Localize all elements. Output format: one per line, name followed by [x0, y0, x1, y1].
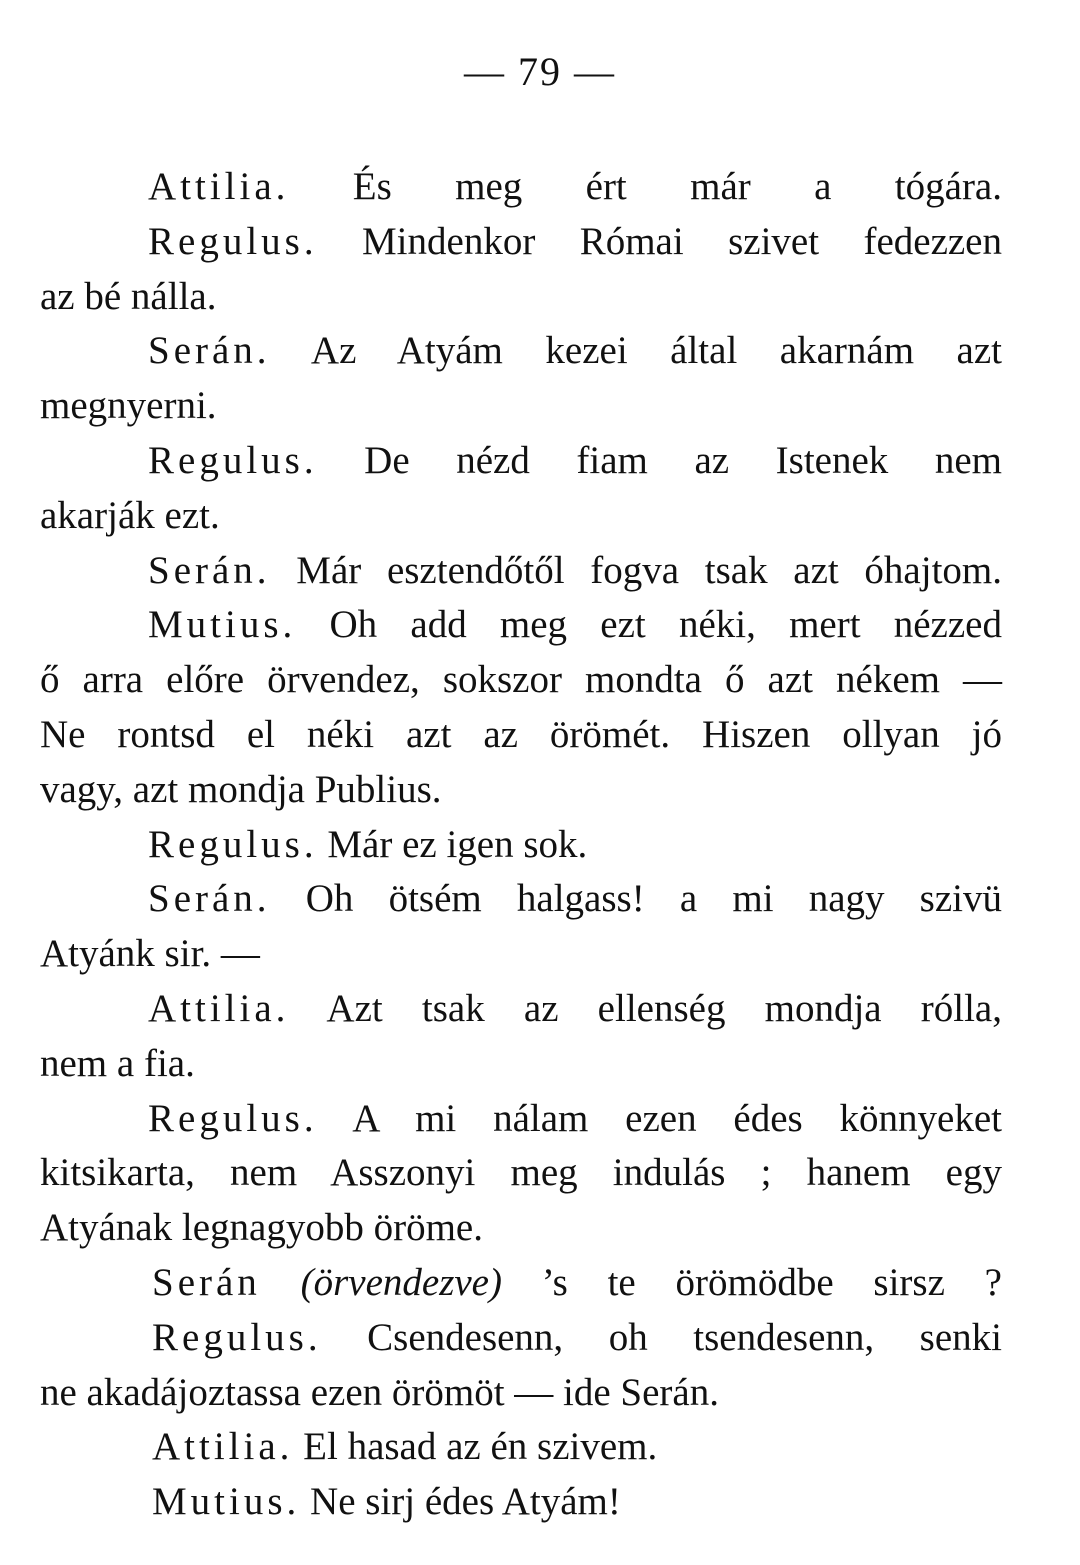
- line-18: [40, 1092, 1002, 1147]
- speech: Atyának legnagyobb öröme.: [40, 1206, 483, 1250]
- speech: Mindenkor Római szivet fedezzen: [317, 219, 1002, 263]
- speaker-regulus: Regulus.: [148, 1096, 318, 1140]
- speech: Ne rontsd el néki azt az örömét. Hiszen ollyan jó: [40, 712, 1002, 756]
- speech: Oh add meg ezt néki, mert nézzed: [296, 603, 1002, 647]
- speaker-regulus: Regulus.: [148, 438, 318, 482]
- speech: az bé nálla.: [40, 274, 217, 318]
- speaker-attilia: Attilia.: [148, 986, 290, 1030]
- line-23: [40, 1366, 1002, 1421]
- speaker-regulus: Regulus.: [148, 219, 318, 263]
- line-02: [40, 215, 1002, 270]
- line-04: [40, 324, 1002, 379]
- speaker-attilia: Attilia.: [148, 165, 290, 208]
- speaker-seran: Serán.: [148, 877, 271, 921]
- line-06: [40, 434, 1002, 489]
- speaker-regulus: Regulus.: [148, 822, 318, 866]
- speech: De nézd fiam az Istenek nem: [317, 438, 1002, 482]
- speaker-mutius: Mutius.: [152, 1480, 301, 1524]
- line-19: [40, 1146, 1002, 1201]
- speech: ’s te örömödbe sirsz ?: [501, 1260, 1002, 1304]
- speech: Csendesenn, oh tsendesenn, senki: [321, 1315, 1002, 1359]
- speech: nem a fia.: [40, 1041, 195, 1085]
- speech: Atyánk sir. —: [40, 932, 260, 976]
- speech: El hasad az én szivem.: [293, 1425, 658, 1469]
- speech: Oh ötsém halgass! a mi nagy szivü: [270, 877, 1002, 921]
- speech: Már esztendőtől fogva tsak azt óhajtom.: [270, 548, 1002, 592]
- line-16: [40, 982, 1002, 1037]
- line-05: [40, 379, 1002, 434]
- line-14: [40, 872, 1002, 927]
- speech: Már ez igen sok.: [317, 822, 588, 866]
- speech: akarják ezt.: [40, 493, 220, 537]
- speaker-seran: Serán.: [148, 548, 271, 592]
- speech: Az Atyám kezei által akarnám azt: [270, 329, 1002, 373]
- dialogue-text: [40, 160, 1002, 1530]
- line-09: [40, 598, 1002, 653]
- line-12: [40, 763, 1002, 818]
- speech: ne akadájoztassa ezen örömöt — ide Serán.: [40, 1370, 719, 1414]
- speaker-seran: Serán.: [148, 329, 271, 373]
- speech: A mi nálam ezen édes könnyeket: [317, 1096, 1002, 1140]
- line-03: [40, 270, 1002, 325]
- speaker-regulus: Regulus.: [152, 1315, 322, 1359]
- line-22: [40, 1311, 1002, 1366]
- speech: ő arra előre örvendez, sokszor mondta ő azt nékem —: [40, 658, 1002, 702]
- speaker-seran: Serán: [152, 1260, 261, 1304]
- stage-direction: (örvendezve): [260, 1260, 502, 1304]
- line-17: [40, 1037, 1002, 1092]
- line-25: [40, 1475, 1002, 1530]
- line-13: [40, 818, 1002, 873]
- line-21: [40, 1256, 1002, 1311]
- speech: Ne sirj édes Atyám!: [300, 1480, 621, 1524]
- line-08: [40, 544, 1002, 599]
- line-10: [40, 653, 1002, 708]
- speech: vagy, azt mondja Publius.: [40, 767, 442, 811]
- speech: És meg ért már a tógára.: [289, 165, 1002, 208]
- speech: megnyerni.: [40, 384, 217, 428]
- line-07: [40, 489, 1002, 544]
- speaker-mutius: Mutius.: [148, 603, 297, 647]
- line-20: [40, 1201, 1002, 1256]
- speaker-attilia: Attilia.: [152, 1425, 294, 1469]
- line-11: [40, 708, 1002, 763]
- line-15: [40, 927, 1002, 982]
- line-24: [40, 1420, 1002, 1475]
- speech: kitsikarta, nem Asszonyi meg indulás ; hanem egy: [40, 1151, 1002, 1195]
- page-number: — 79 —: [464, 49, 616, 94]
- speech: Azt tsak az ellenség mondja rólla,: [289, 986, 1002, 1030]
- line-01: [40, 160, 1002, 215]
